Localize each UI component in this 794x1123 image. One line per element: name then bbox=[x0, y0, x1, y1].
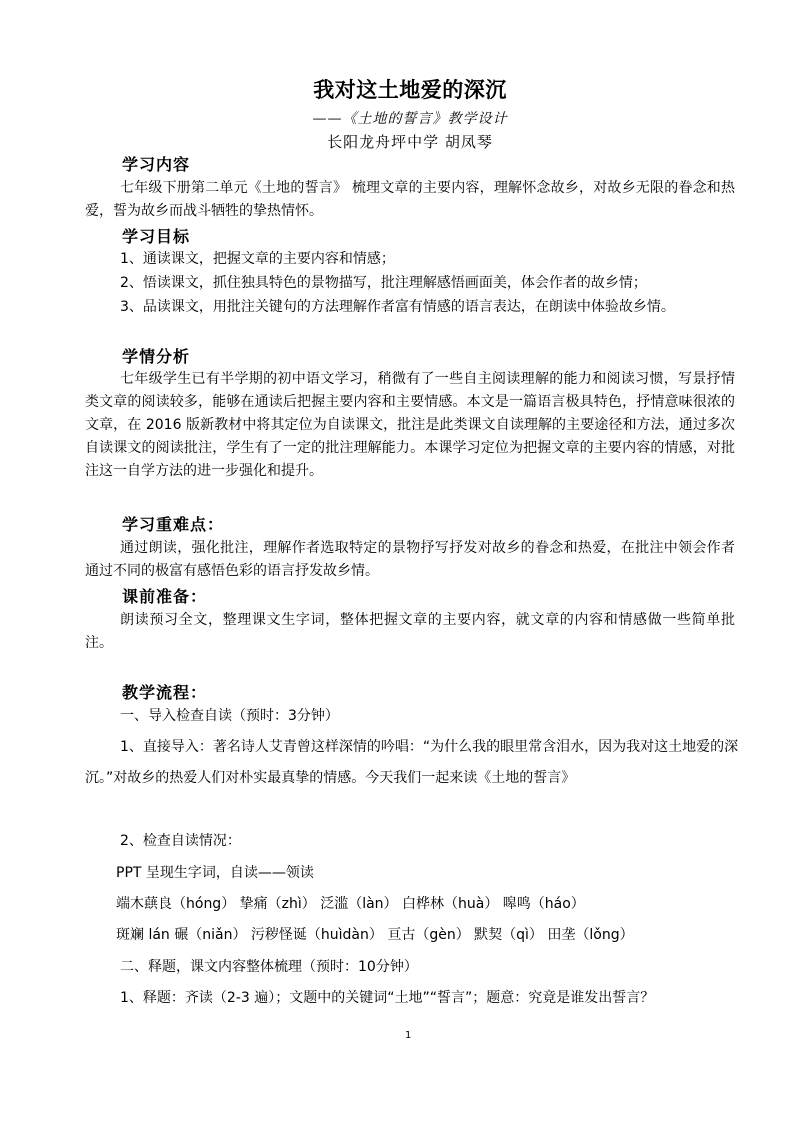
heading-prep: 课前准备： bbox=[122, 587, 208, 606]
prep-paragraph: 朗读预习全文，整理课文生字词，整体把握文章的主要内容，就文章的内容和情感做一些简单批注。 bbox=[85, 612, 735, 651]
document-author: 长阳龙舟坪中学 胡凤琴 bbox=[327, 133, 493, 151]
keypoints-paragraph: 通过朗读，强化批注，理解作者选取特定的景物抒写抒发对故乡的眷念和热爱，在批注中领会作者通过不同的极富有感悟色彩的语言抒发故乡情。 bbox=[85, 540, 735, 579]
heading-flow: 教学流程： bbox=[122, 683, 208, 702]
analysis-paragraph: 七年级学生已有半学期的初中语文学习，稍微有了一些自主阅读理解的能力和阅读习惯，写景抒情类文章的阅读较多，能够在通读后把握主要内容和主要情感。本文是一篇语言极具特色，抒情意味很浓的文章，在 2016 版新教材中将其定位为自读课文，批注是此类课文自读理解的主要途径和方法，通过多次自读课文的阅读批注，学生有了一定的批注理解能力。本课学习定位为把握文章的主要内容的情感，对批注这一自学方法的进一步强化和提升。 bbox=[85, 371, 735, 479]
goal-item-1: 1、通读课文，把握文章的主要内容和情感； bbox=[120, 251, 395, 267]
document-subtitle: ——《土地的誓言》教学设计 bbox=[312, 111, 508, 127]
flow-step-1: 一、导入检查自读（预时：3分钟） bbox=[120, 708, 339, 724]
document-title: 我对这土地爱的深沉 bbox=[313, 78, 507, 102]
flow-words-1: 端木蕻良（hóng） 挚痛（zhì） 泛滥（làn） 白桦林（huà） 嗥鸣（háo） bbox=[116, 896, 585, 912]
heading-content: 学习内容 bbox=[122, 155, 191, 174]
heading-keypoints: 学习重难点： bbox=[122, 515, 225, 534]
heading-analysis: 学情分析 bbox=[122, 347, 191, 366]
heading-goals: 学习目标 bbox=[122, 227, 191, 246]
goal-item-2: 2、悟读课文，抓住独具特色的景物描写，批注理解感悟画面美，体会作者的故乡情； bbox=[120, 275, 647, 291]
flow-check: 2、检查自读情况： bbox=[120, 833, 241, 849]
flow-intro: 1、直接导入：著名诗人艾青曾这样深情的吟唱：“为什么我的眼里常含泪水，因为我对这土地爱的深沉。”对故乡的热爱人们对朴实最真挚的情感。今天我们一起来读《土地的誓言》 bbox=[85, 739, 739, 786]
flow-title-question: 1、释题：齐读（2-3 遍）；文题中的关键词“土地”“誓言”；题意：究竟是谁发出誓言？ bbox=[120, 990, 655, 1006]
page-number: 1 bbox=[405, 1030, 412, 1041]
goal-item-3: 3、品读课文，用批注关键句的方法理解作者富有情感的语言表达，在朗读中体验故乡情。 bbox=[120, 299, 675, 315]
content-paragraph: 七年级下册第二单元《土地的誓言》 梳理文章的主要内容，理解怀念故乡，对故乡无限的眷念和热爱，誓为故乡而战斗牺牲的挚热情怀。 bbox=[85, 180, 735, 219]
flow-ppt: PPT 呈现生字词，自读——领读 bbox=[116, 865, 314, 881]
flow-step-2: 二、释题，课文内容整体梳理（预时：10分钟） bbox=[120, 959, 418, 975]
flow-words-2: 斑斓 lán 碾（niǎn） 污秽怪诞（huìdàn） 亘古（gèn） 默契（qì） 田垄（lǒng） bbox=[116, 927, 634, 943]
